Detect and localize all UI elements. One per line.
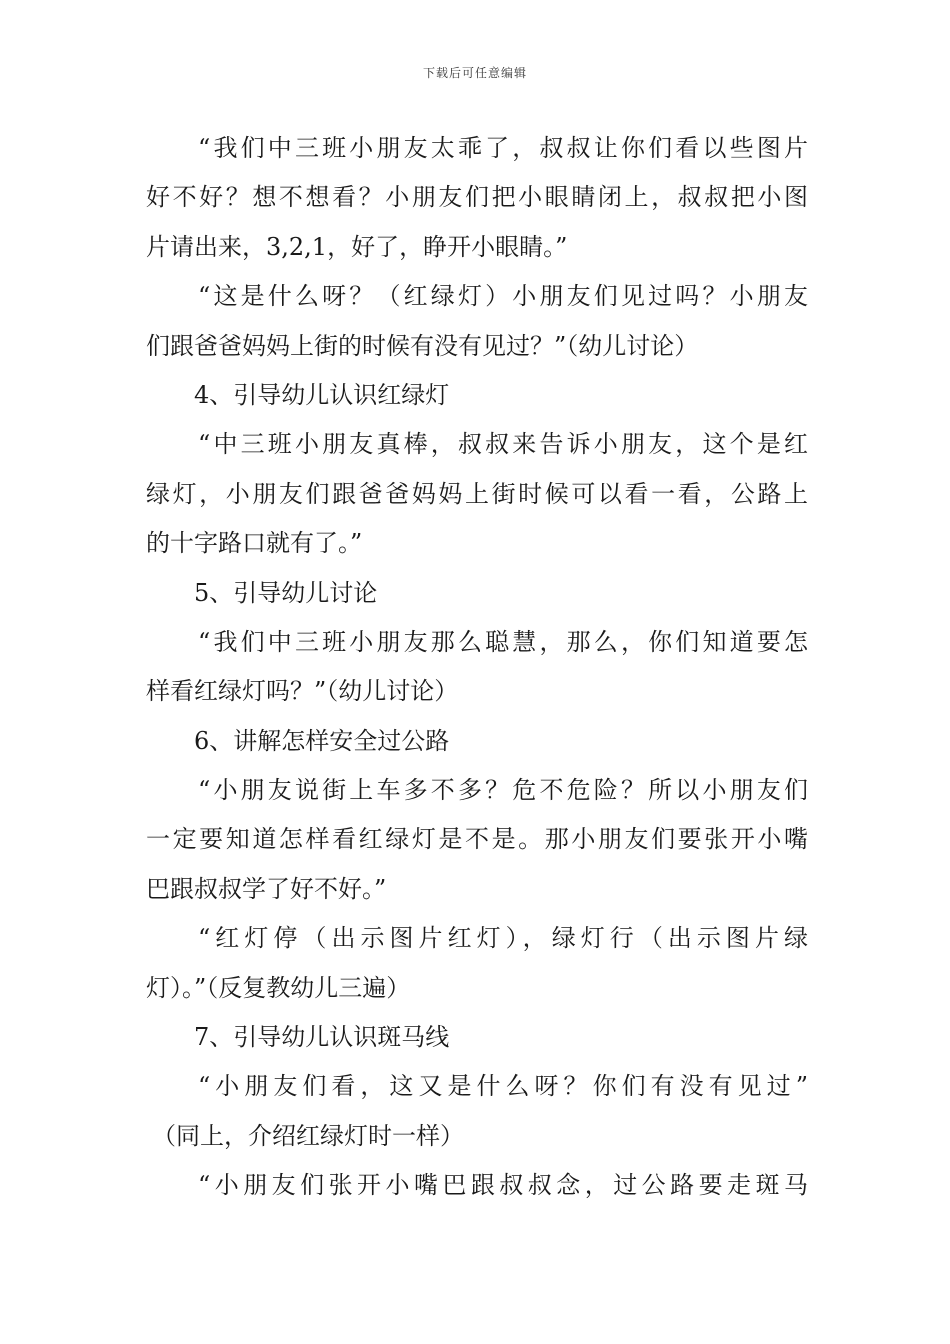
- text-line: 4、引导幼儿认识红绿灯: [194, 380, 450, 409]
- text-line: 片请出来，3,2,1，好了，睁开小眼睛。”: [146, 232, 568, 261]
- page-header: 下载后可任意编辑: [422, 66, 527, 80]
- text-line: “小朋友们看，这又是什么呀？你们有没有见过”: [198, 1072, 808, 1101]
- text-line: 好不好？想不想看？小朋友们把小眼睛闭上，叔叔把小图: [146, 183, 808, 212]
- text-line: “我们中三班小朋友那么聪慧，那么，你们知道要怎: [198, 627, 808, 656]
- document-body: [146, 124, 808, 1211]
- text-line: 7、引导幼儿认识斑马线: [194, 1023, 450, 1052]
- text-line: 巴跟叔叔学了好不好。”: [146, 874, 387, 903]
- text-line: 6、讲解怎样安全过公路: [194, 726, 450, 755]
- text-line: （同上，介绍红绿灯时一样）: [152, 1121, 464, 1150]
- text-line: 灯）。”（反复教幼儿三遍）: [146, 973, 411, 1002]
- text-line: 一定要知道怎样看红绿灯是不是。那小朋友们要张开小嘴: [146, 825, 808, 854]
- text-line: 的十字路口就有了。”: [146, 529, 363, 558]
- text-line: “小朋友们张开小嘴巴跟叔叔念，过公路要走斑马: [198, 1171, 808, 1200]
- text-line: 样看红绿灯吗？”（幼儿讨论）: [146, 677, 459, 706]
- text-line: “我们中三班小朋友太乖了，叔叔让你们看以些图片: [198, 134, 808, 162]
- text-line: 们跟爸爸妈妈上街的时候有没有见过？”（幼儿讨论）: [146, 331, 699, 360]
- text-line: “红灯停（出示图片红灯），绿灯行（出示图片绿: [198, 924, 808, 953]
- text-line: “中三班小朋友真棒，叔叔来告诉小朋友，这个是红: [198, 430, 808, 459]
- text-line: “小朋友说街上车多不多？危不危险？所以小朋友们: [198, 776, 808, 805]
- text-line: 5、引导幼儿讨论: [194, 578, 378, 607]
- text-line: 绿灯，小朋友们跟爸爸妈妈上街时候可以看一看，公路上: [146, 479, 808, 508]
- text-line: “这是什么呀？（红绿灯）小朋友们见过吗？小朋友: [198, 282, 808, 311]
